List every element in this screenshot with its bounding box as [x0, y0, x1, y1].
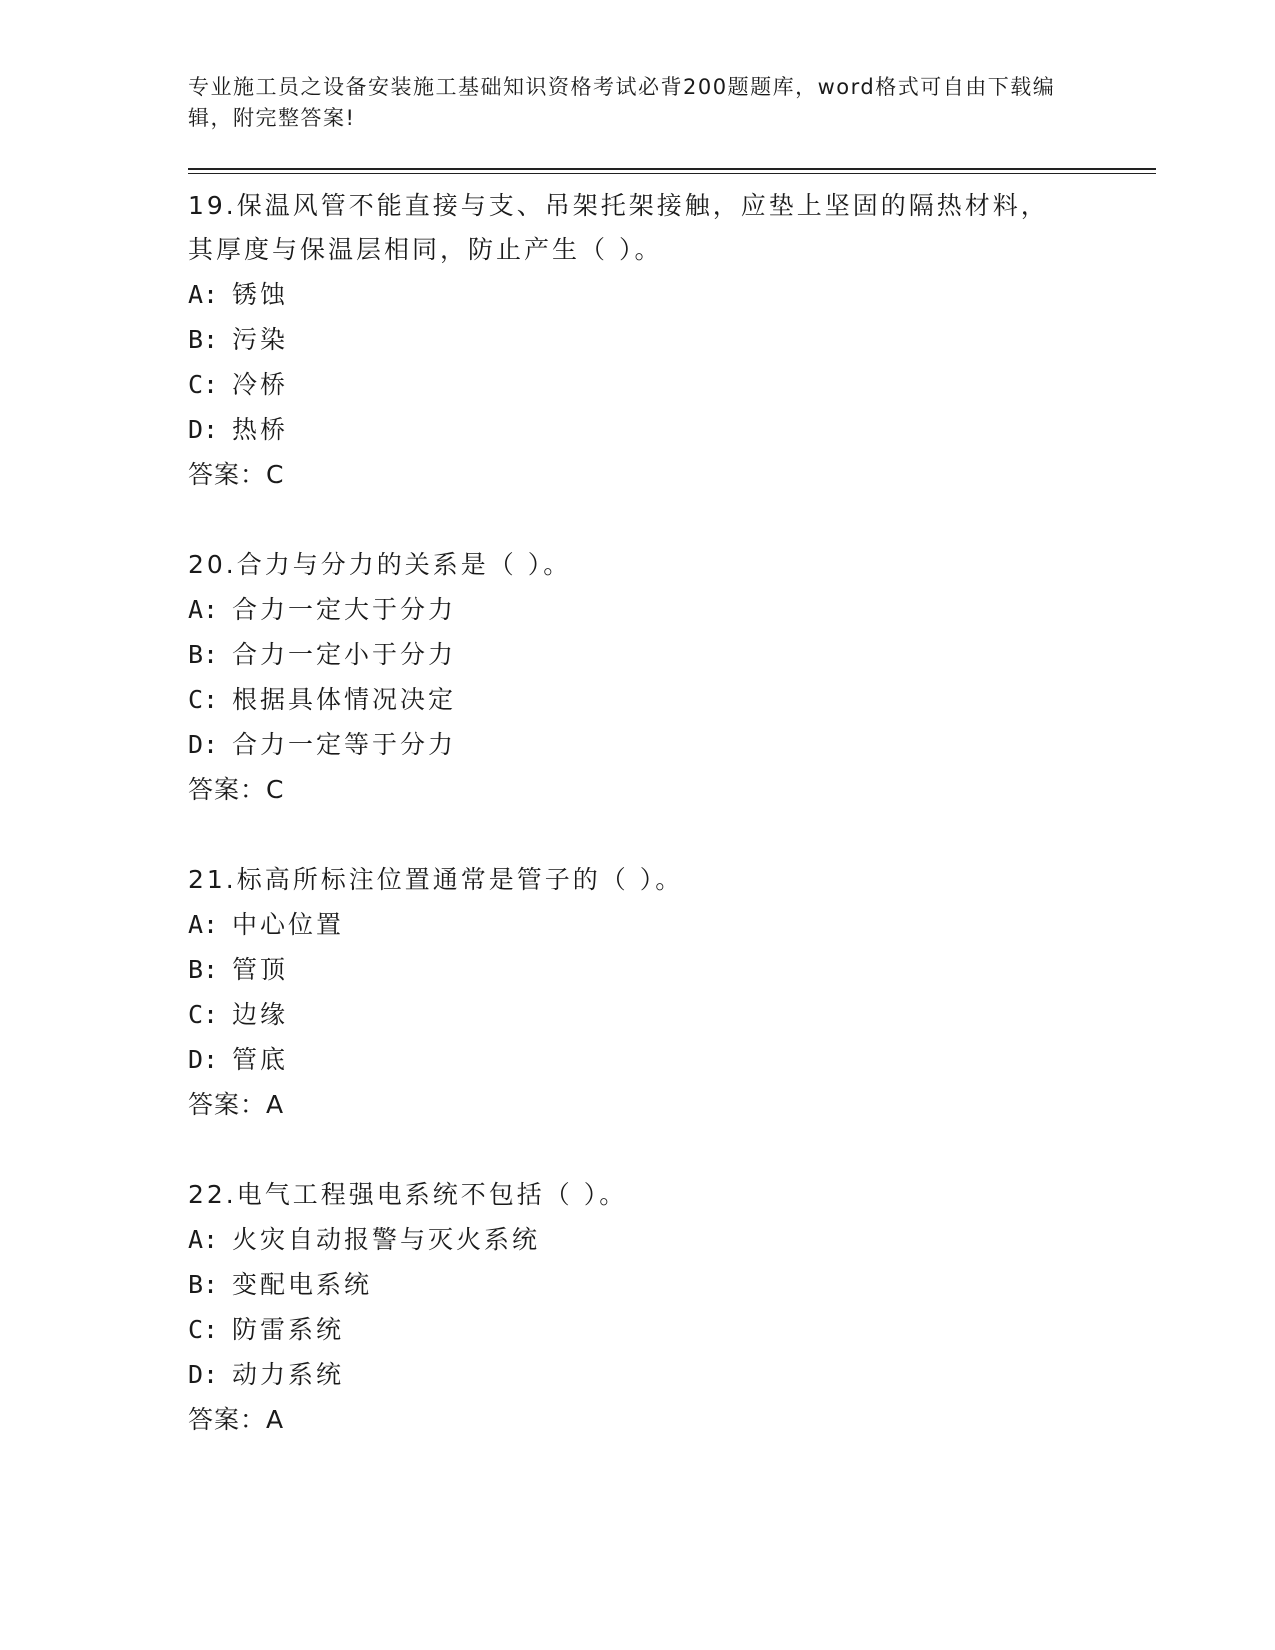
- option-d: [188, 722, 1148, 767]
- option-text: 中心位置: [232, 910, 345, 939]
- option-c: [188, 1307, 1148, 1352]
- option-b: [188, 947, 1148, 992]
- option-letter: D:: [188, 730, 219, 759]
- option-b: [188, 317, 1148, 362]
- option-text: 火灾自动报警与灭火系统: [232, 1225, 541, 1254]
- document-page: [188, 72, 1148, 1488]
- option-a: [188, 902, 1148, 947]
- option-letter: B:: [188, 640, 219, 669]
- option-letter: B:: [188, 1270, 219, 1299]
- option-letter: A:: [188, 280, 219, 309]
- question-list: [188, 184, 1148, 1443]
- option-c: [188, 992, 1148, 1037]
- answer-value: C: [266, 775, 285, 804]
- option-letter: B:: [188, 955, 219, 984]
- option-letter: D:: [188, 415, 219, 444]
- option-text: 合力一定小于分力: [232, 640, 457, 669]
- option-text: 防雷系统: [232, 1315, 345, 1344]
- option-c: [188, 677, 1148, 722]
- option-a: [188, 272, 1148, 317]
- answer-value: A: [266, 1405, 285, 1434]
- option-text: 合力一定大于分力: [232, 595, 457, 624]
- option-text: 根据具体情况决定: [232, 685, 457, 714]
- option-letter: A:: [188, 910, 219, 939]
- option-c: [188, 362, 1148, 407]
- option-letter: A:: [188, 1225, 219, 1254]
- answer-line: [188, 1397, 1148, 1443]
- option-letter: C:: [188, 1315, 219, 1344]
- answer-line: [188, 1082, 1148, 1128]
- option-d: [188, 407, 1148, 452]
- question-item: [188, 543, 1148, 813]
- option-letter: C:: [188, 685, 219, 714]
- option-d: [188, 1352, 1148, 1397]
- question-item: [188, 1173, 1148, 1443]
- question-item: [188, 858, 1148, 1128]
- answer-label: 答案：: [188, 1405, 267, 1434]
- option-text: 锈蚀: [232, 280, 289, 309]
- option-letter: D:: [188, 1360, 219, 1389]
- answer-value: A: [266, 1090, 285, 1119]
- answer-label: 答案：: [188, 775, 267, 804]
- option-text: 变配电系统: [232, 1270, 373, 1299]
- answer-line: [188, 452, 1148, 498]
- option-letter: D:: [188, 1045, 219, 1074]
- option-text: 边缘: [232, 1000, 289, 1029]
- option-text: 管顶: [232, 955, 289, 984]
- question-stem: 19.保温风管不能直接与支、吊架托架接触，应垫上坚固的隔热材料，其厚度与保温层相同，防止产生（ ）。: [188, 191, 1049, 264]
- answer-label: 答案：: [188, 460, 267, 489]
- option-text: 污染: [232, 325, 289, 354]
- option-letter: A:: [188, 595, 219, 624]
- option-letter: B:: [188, 325, 219, 354]
- option-text: 冷桥: [232, 370, 289, 399]
- option-b: [188, 632, 1148, 677]
- question-stem: 21.标高所标注位置通常是管子的（ ）。: [188, 865, 684, 894]
- option-text: 动力系统: [232, 1360, 345, 1389]
- document-header-title: 专业施工员之设备安装施工基础知识资格考试必背200题题库，word格式可自由下载编辑，附完整答案!: [188, 75, 1056, 130]
- answer-line: [188, 767, 1148, 813]
- option-a: [188, 587, 1148, 632]
- header-divider: [188, 168, 1156, 174]
- option-text: 热桥: [232, 415, 289, 444]
- answer-value: C: [266, 460, 285, 489]
- option-b: [188, 1262, 1148, 1307]
- option-d: [188, 1037, 1148, 1082]
- option-a: [188, 1217, 1148, 1262]
- question-stem: 22.电气工程强电系统不包括（ ）。: [188, 1180, 628, 1209]
- option-text: 管底: [232, 1045, 289, 1074]
- option-letter: C:: [188, 1000, 219, 1029]
- option-letter: C:: [188, 370, 219, 399]
- option-text: 合力一定等于分力: [232, 730, 457, 759]
- question-item: [188, 184, 1148, 498]
- question-stem: 20.合力与分力的关系是（ ）。: [188, 550, 572, 579]
- answer-label: 答案：: [188, 1090, 267, 1119]
